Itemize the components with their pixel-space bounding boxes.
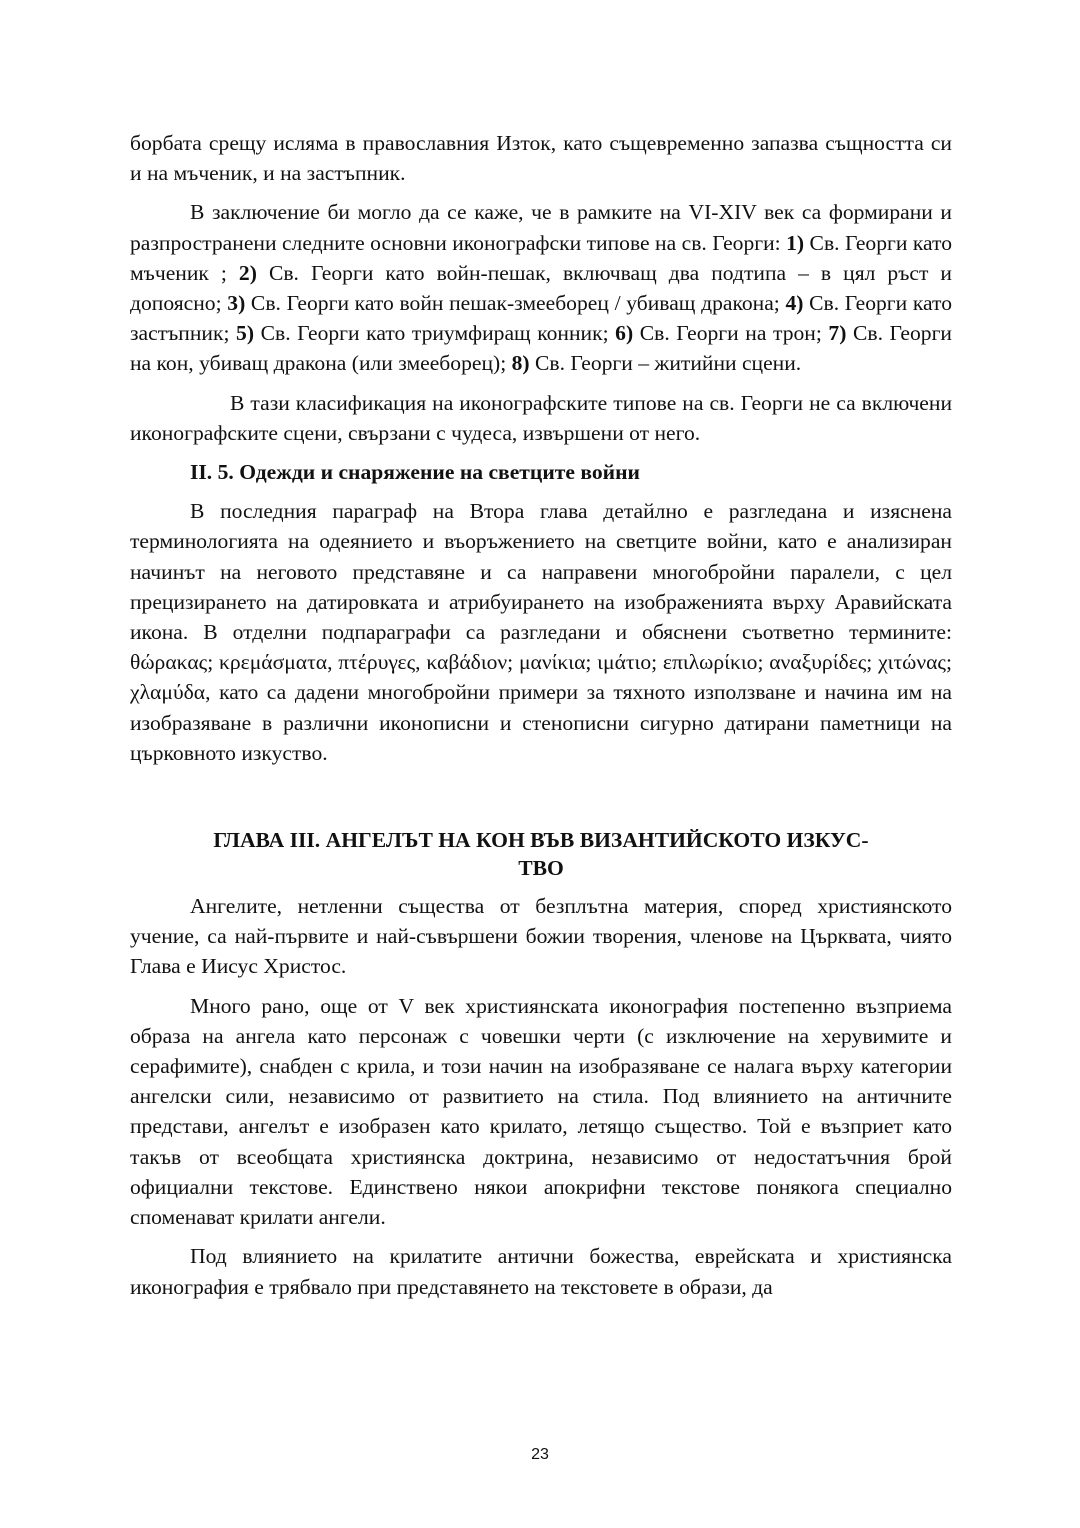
section-heading: II. 5. Одежди и снаряжение на светците войни <box>190 460 640 485</box>
type-number-4: 4) <box>785 291 804 316</box>
type-text-2: Св. Георги като войн-пешак, включващ два подтипа – в цял ръст и допоясно; <box>130 260 952 316</box>
type-number-6: 6) <box>615 321 634 346</box>
type-text-4: Св. Георги като застъпник; <box>130 291 953 346</box>
chapter-heading-line1: ГЛАВА III. АНГЕЛЪТ НА КОН ВЪВ ВИЗАНТИЙСКОТО ИЗКУС- <box>213 828 869 853</box>
chapter-heading <box>130 826 952 882</box>
type-text-8: Св. Георги – житийни сцени. <box>529 351 802 376</box>
type-number-3: 3) <box>227 291 246 316</box>
paragraph-winged-deities: Под влиянието на крилатите антични божества, еврейската и християнска иконография е трябвало при представянето на текстовете в образи, да <box>130 1244 952 1299</box>
type-number-2: 2) <box>238 260 257 285</box>
type-text-7: Св. Георги на кон, убиващ дракона (или змееборец); <box>130 321 952 376</box>
page-number: 23 <box>531 1446 549 1463</box>
paragraph-angels-intro: Ангелите, нетленни същества от безплътна материя, според християнското учение, са най-първите и най-съвършени божии творения, членове на Църквата, чиято Глава е Иисус Христос. <box>130 894 952 979</box>
type-text-5: Св. Георги като триумфиращ конник; <box>254 321 616 346</box>
type-text-1: Св. Георги като мъченик ; <box>130 230 952 285</box>
type-number-1: 1) <box>786 230 805 255</box>
chapter-heading-line2: ТВО <box>518 856 564 881</box>
paragraph-classification-note: В тази класификация на иконографските типове на св. Георги не са включени иконографските сцени, свързани с чудеса, извършени от него. <box>130 390 952 445</box>
paragraph-iconographic-types <box>130 197 952 378</box>
paragraph-angel-iconography: Много рано, още от V век християнската иконография постепенно възприема образа на ангела като персонаж с човешки черти (с изключение на херувимите и серафимите), снабден с крила, и този начин на изобразяване се налага върху категории ангелски сили, независимо от развитието на стила. Под влиянието на античните представи, ангелът е изобразен като крилато, летящо същество. Той е възприет като такъв от всеобщата християнска доктрина, независимо от недостатъчния брой официални текстове. Единствено някои апокрифни текстове понякога специално споменават крилати ангели. <box>130 993 952 1230</box>
type-number-7: 7) <box>828 321 847 346</box>
paragraph-continuation: борбата срещу исляма в православния Изток, като същевременно запазва същността си и на мъченик, и на застъпник. <box>130 131 952 186</box>
types-intro: В заключение би могло да се каже, че в рамките на VI-XIV век са формирани и разпространени следните основни иконографски типове на св. Георги: <box>130 200 952 255</box>
type-text-3: Св. Георги като войн пешак-змееборец / убиващ дракона; <box>245 291 786 316</box>
page-body <box>130 128 952 1302</box>
type-number-8: 8) <box>511 351 530 376</box>
type-number-5: 5) <box>236 321 255 346</box>
paragraph-garments: В последния параграф на Втора глава детайлно е разгледана и изяснена терминологията на одеянието и въоръжението на светците войни, като е анализиран начинът на неговото представяне и са направени многобройни паралели, с цел прецизирането на датировката и атрибуирането на изображенията върху Аравийската икона. В отделни подпараграфи са разгледани и обяснени съответно термините: θώρακας; κρεμάσματα, πτέρυγες, καβάδιον; μανίκια; ιμάτιο; επιλωρίκιο; αναξυρίδες; χιτώνας; χλαμύδα, като са дадени многобройни примери за тяхното използване и начина им на изобразяване в различни иконописни и стенописни сигурно датирани паметници на църковното изкуство. <box>130 499 952 765</box>
type-text-6: Св. Георги на трон; <box>633 321 829 346</box>
